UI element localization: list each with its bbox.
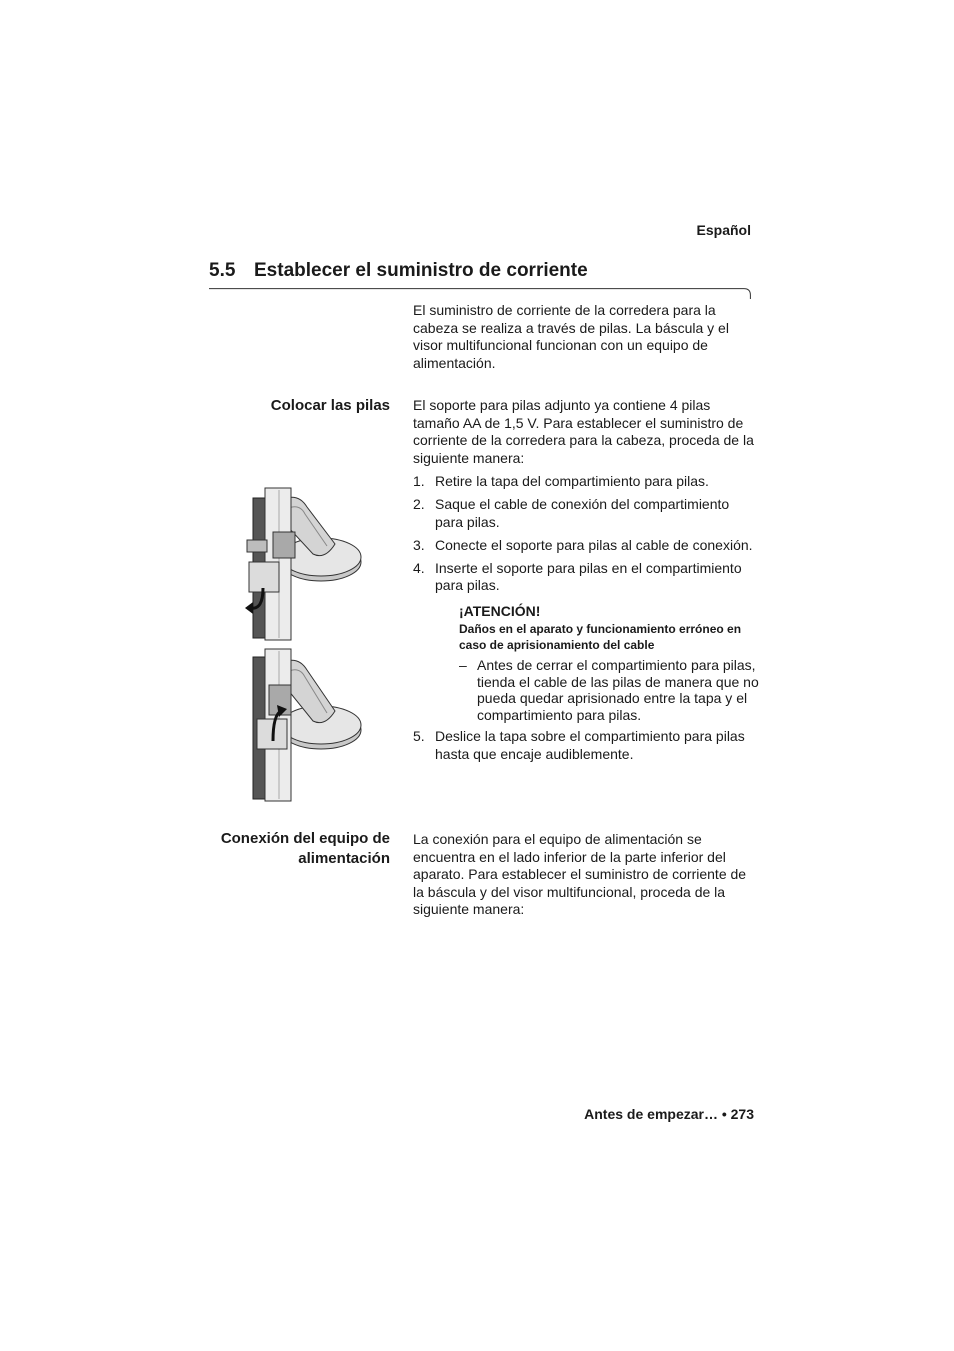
heading-colocar-pilas: Colocar las pilas [270, 397, 390, 414]
section-title-text: Establecer el suministro de corriente [254, 260, 588, 281]
battery-insert-illustration [243, 645, 363, 810]
warning-title: ¡ATENCIÓN! [459, 603, 541, 619]
step-text: Saque el cable de conexión del compartimiento para pilas. [435, 496, 730, 530]
step-text: Conecte el soporte para pilas al cable de conexión. [435, 536, 753, 553]
step-number: 5. [413, 728, 425, 744]
heading-conexion-equipo: Conexión del equipo de alimentación [220, 830, 390, 867]
list-item [413, 560, 758, 595]
warning-item [459, 657, 759, 723]
list-item [413, 496, 758, 531]
language-label: Español [696, 222, 751, 238]
step-text: Deslice la tapa sobre el compartimiento para pilas hasta que encaje audiblemente. [435, 728, 745, 762]
list-item [413, 473, 758, 491]
dash-bullet: – [459, 657, 467, 673]
warning-subtitle: Daños en el aparato y funcionamiento erróneo en caso de aprisionamiento del cable [459, 622, 742, 652]
warning-item-text: Antes de cerrar el compartimiento para pilas, tienda el cable de las pilas de manera que no pueda quedar aprisionado entre la tapa y el compartimiento para pilas. [477, 657, 759, 723]
section-rule [209, 288, 751, 300]
list-item [413, 728, 758, 763]
battery-removal-illustration [243, 482, 363, 647]
step-number: 1. [413, 473, 425, 489]
colocar-paragraph: El soporte para pilas adjunto ya contiene 4 pilas tamaño AA de 1,5 V. Para establecer el suministro de corriente de la corredera para la cabeza, proceda de la siguiente manera: [413, 397, 754, 466]
list-item [413, 537, 758, 555]
step-number: 4. [413, 559, 425, 576]
steps-list [413, 473, 758, 600]
page-footer: Antes de empezar… • 273 [584, 1106, 754, 1122]
step5-list [413, 728, 758, 763]
step-number: 3. [413, 536, 425, 553]
step-number: 2. [413, 496, 425, 512]
step-text: Retire la tapa del compartimiento para pilas. [435, 473, 709, 489]
intro-paragraph: El suministro de corriente de la corredera para la cabeza se realiza a través de pilas. La báscula y el visor multifuncional funcionan con un equipo de alimentación. [413, 302, 729, 371]
conexion-paragraph: La conexión para el equipo de alimentación se encuentra en el lado inferior de la parte inferior del aparato. Para establecer el suministro de corriente de la báscula y del visor multifuncional, proceda de la siguiente manera: [413, 831, 747, 917]
section-number: 5.5 [209, 260, 236, 281]
step-text: Inserte el soporte para pilas en el compartimiento para pilas. [435, 559, 742, 593]
section-title [209, 260, 588, 282]
warning-box [459, 603, 759, 723]
